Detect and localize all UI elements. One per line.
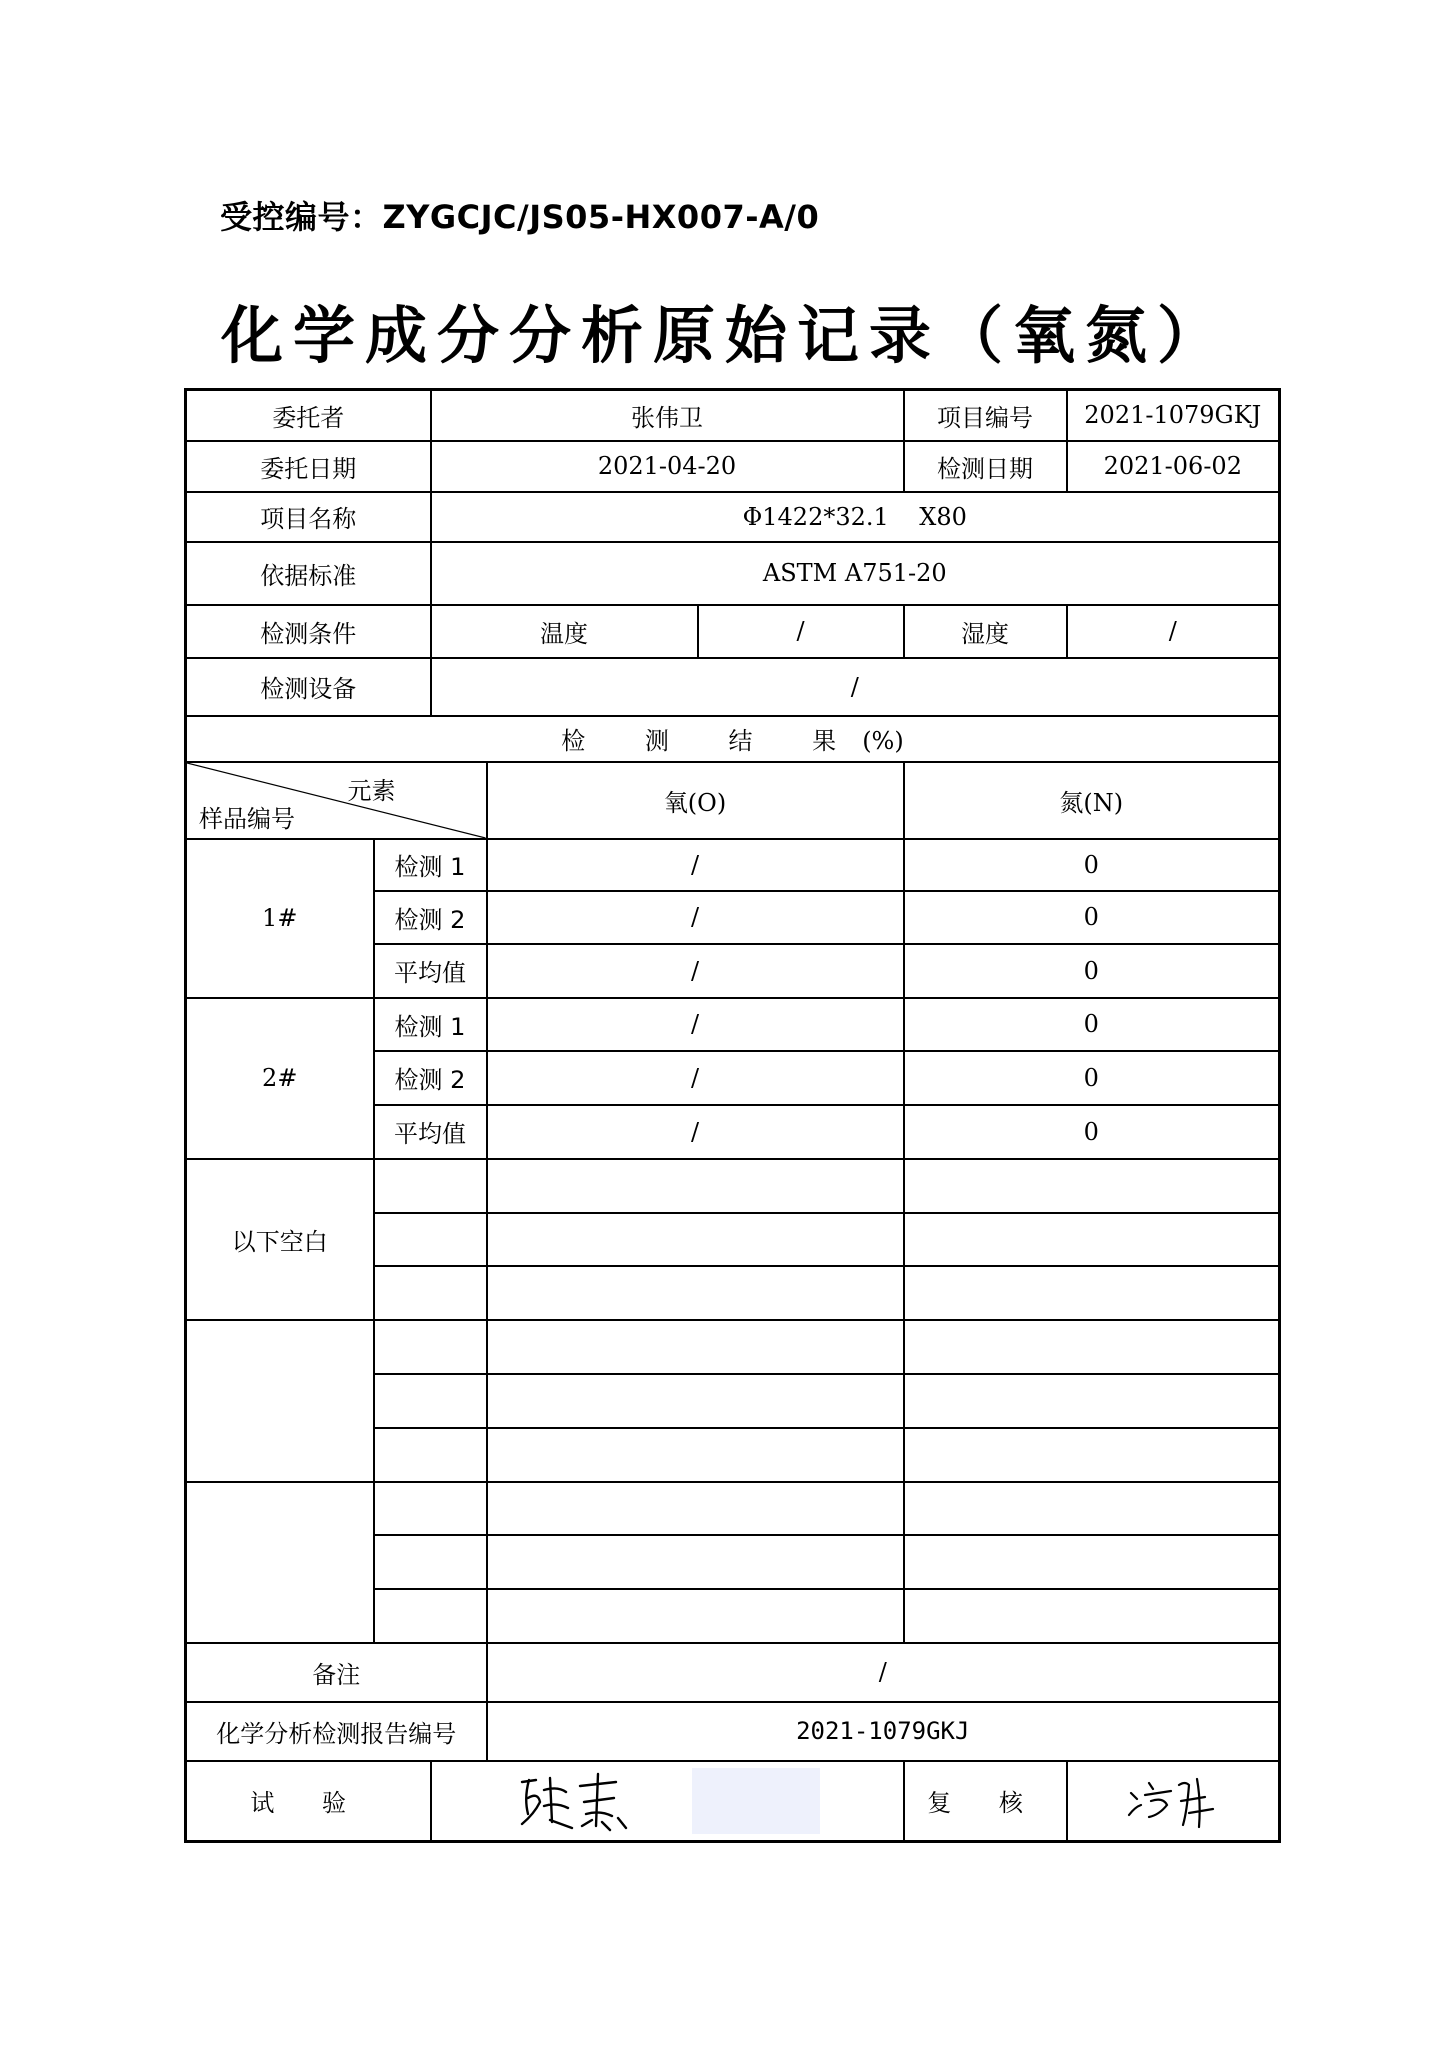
control-number: 受控编号：ZYGCJC/JS05-HX007-A/0	[220, 198, 820, 236]
header-element-label: 元素	[347, 776, 396, 805]
empty-cell	[904, 1266, 1280, 1320]
tester-signature-cell	[431, 1761, 904, 1842]
client-label: 委托者	[186, 390, 431, 441]
nitrogen-value: 0	[904, 891, 1280, 944]
redaction-box	[692, 1768, 820, 1834]
empty-cell	[487, 1159, 904, 1213]
empty-cell	[374, 1428, 487, 1482]
empty-cell	[374, 1535, 487, 1589]
empty-cell	[487, 1428, 904, 1482]
entrust-date-value: 2021-04-20	[431, 441, 904, 492]
record-table	[184, 388, 1281, 1843]
nitrogen-value: 0	[904, 1051, 1280, 1105]
humidity-label: 湿度	[904, 605, 1067, 658]
empty-cell	[904, 1374, 1280, 1428]
empty-cell	[487, 1482, 904, 1535]
project-name-value: Φ1422*32.1 X80	[431, 492, 1280, 542]
empty-cell	[374, 1374, 487, 1428]
project-no-label: 项目编号	[904, 390, 1067, 441]
equipment-label: 检测设备	[186, 658, 431, 716]
standard-label: 依据标准	[186, 542, 431, 605]
tester-signature	[514, 1768, 634, 1834]
empty-cell	[374, 1589, 487, 1643]
oxygen-value: /	[487, 839, 904, 891]
sample-id-cell: 1#	[186, 839, 374, 998]
report-no-label: 化学分析检测报告编号	[186, 1702, 487, 1761]
average-row-label: 平均值	[374, 944, 487, 998]
test-date-label: 检测日期	[904, 441, 1067, 492]
oxygen-value: /	[487, 1051, 904, 1105]
tester-label: 试 验	[186, 1761, 431, 1842]
nitrogen-value: 0	[904, 1105, 1280, 1159]
humidity-value: /	[1067, 605, 1280, 658]
nitrogen-value: 0	[904, 944, 1280, 998]
empty-cell	[487, 1589, 904, 1643]
empty-cell	[904, 1428, 1280, 1482]
remarks-label: 备注	[186, 1643, 487, 1702]
header-sample-label: 样品编号	[199, 804, 295, 833]
conditions-label: 检测条件	[186, 605, 431, 658]
empty-cell	[904, 1159, 1280, 1213]
empty-cell	[904, 1482, 1280, 1535]
oxygen-value: /	[487, 998, 904, 1051]
empty-cell	[374, 1266, 487, 1320]
empty-cell	[904, 1213, 1280, 1266]
empty-cell	[374, 1213, 487, 1266]
empty-cell	[487, 1320, 904, 1374]
reviewer-signature	[1123, 1771, 1223, 1831]
oxygen-value: /	[487, 891, 904, 944]
col-oxygen-header: 氧(O)	[487, 762, 904, 839]
col-nitrogen-header: 氮(N)	[904, 762, 1280, 839]
empty-cell	[487, 1266, 904, 1320]
empty-cell	[374, 1320, 487, 1374]
results-title-text: 检 测 结 果	[561, 727, 863, 755]
oxygen-value: /	[487, 944, 904, 998]
blank-below-label: 以下空白	[186, 1159, 374, 1320]
test-date-value: 2021-06-02	[1067, 441, 1280, 492]
results-unit: (%)	[862, 727, 904, 755]
empty-cell	[487, 1535, 904, 1589]
temperature-label: 温度	[431, 605, 698, 658]
test-row-label: 检测 1	[374, 839, 487, 891]
average-row-label: 平均值	[374, 1105, 487, 1159]
empty-cell	[374, 1159, 487, 1213]
equipment-value: /	[431, 658, 1280, 716]
nitrogen-value: 0	[904, 839, 1280, 891]
project-name-label: 项目名称	[186, 492, 431, 542]
empty-cell	[186, 1320, 374, 1482]
nitrogen-value: 0	[904, 998, 1280, 1051]
remarks-value: /	[487, 1643, 1280, 1702]
oxygen-value: /	[487, 1105, 904, 1159]
empty-cell	[904, 1589, 1280, 1643]
empty-cell	[904, 1320, 1280, 1374]
temperature-value: /	[698, 605, 904, 658]
diagonal-header-cell	[186, 762, 487, 839]
empty-cell	[374, 1482, 487, 1535]
empty-cell	[186, 1482, 374, 1643]
reviewer-label: 复 核	[904, 1761, 1067, 1842]
document-title: 化学成分分析原始记录（氧氮）	[220, 299, 1229, 372]
reviewer-signature-cell	[1067, 1761, 1280, 1842]
project-no-value: 2021-1079GKJ	[1067, 390, 1280, 441]
empty-cell	[904, 1535, 1280, 1589]
entrust-date-label: 委托日期	[186, 441, 431, 492]
test-row-label: 检测 2	[374, 1051, 487, 1105]
test-row-label: 检测 2	[374, 891, 487, 944]
report-no-value: 2021-1079GKJ	[487, 1702, 1280, 1761]
sample-id-cell: 2#	[186, 998, 374, 1159]
standard-value: ASTM A751-20	[431, 542, 1280, 605]
client-value: 张伟卫	[431, 390, 904, 441]
test-row-label: 检测 1	[374, 998, 487, 1051]
empty-cell	[487, 1213, 904, 1266]
results-section-title	[186, 716, 1280, 762]
empty-cell	[487, 1374, 904, 1428]
